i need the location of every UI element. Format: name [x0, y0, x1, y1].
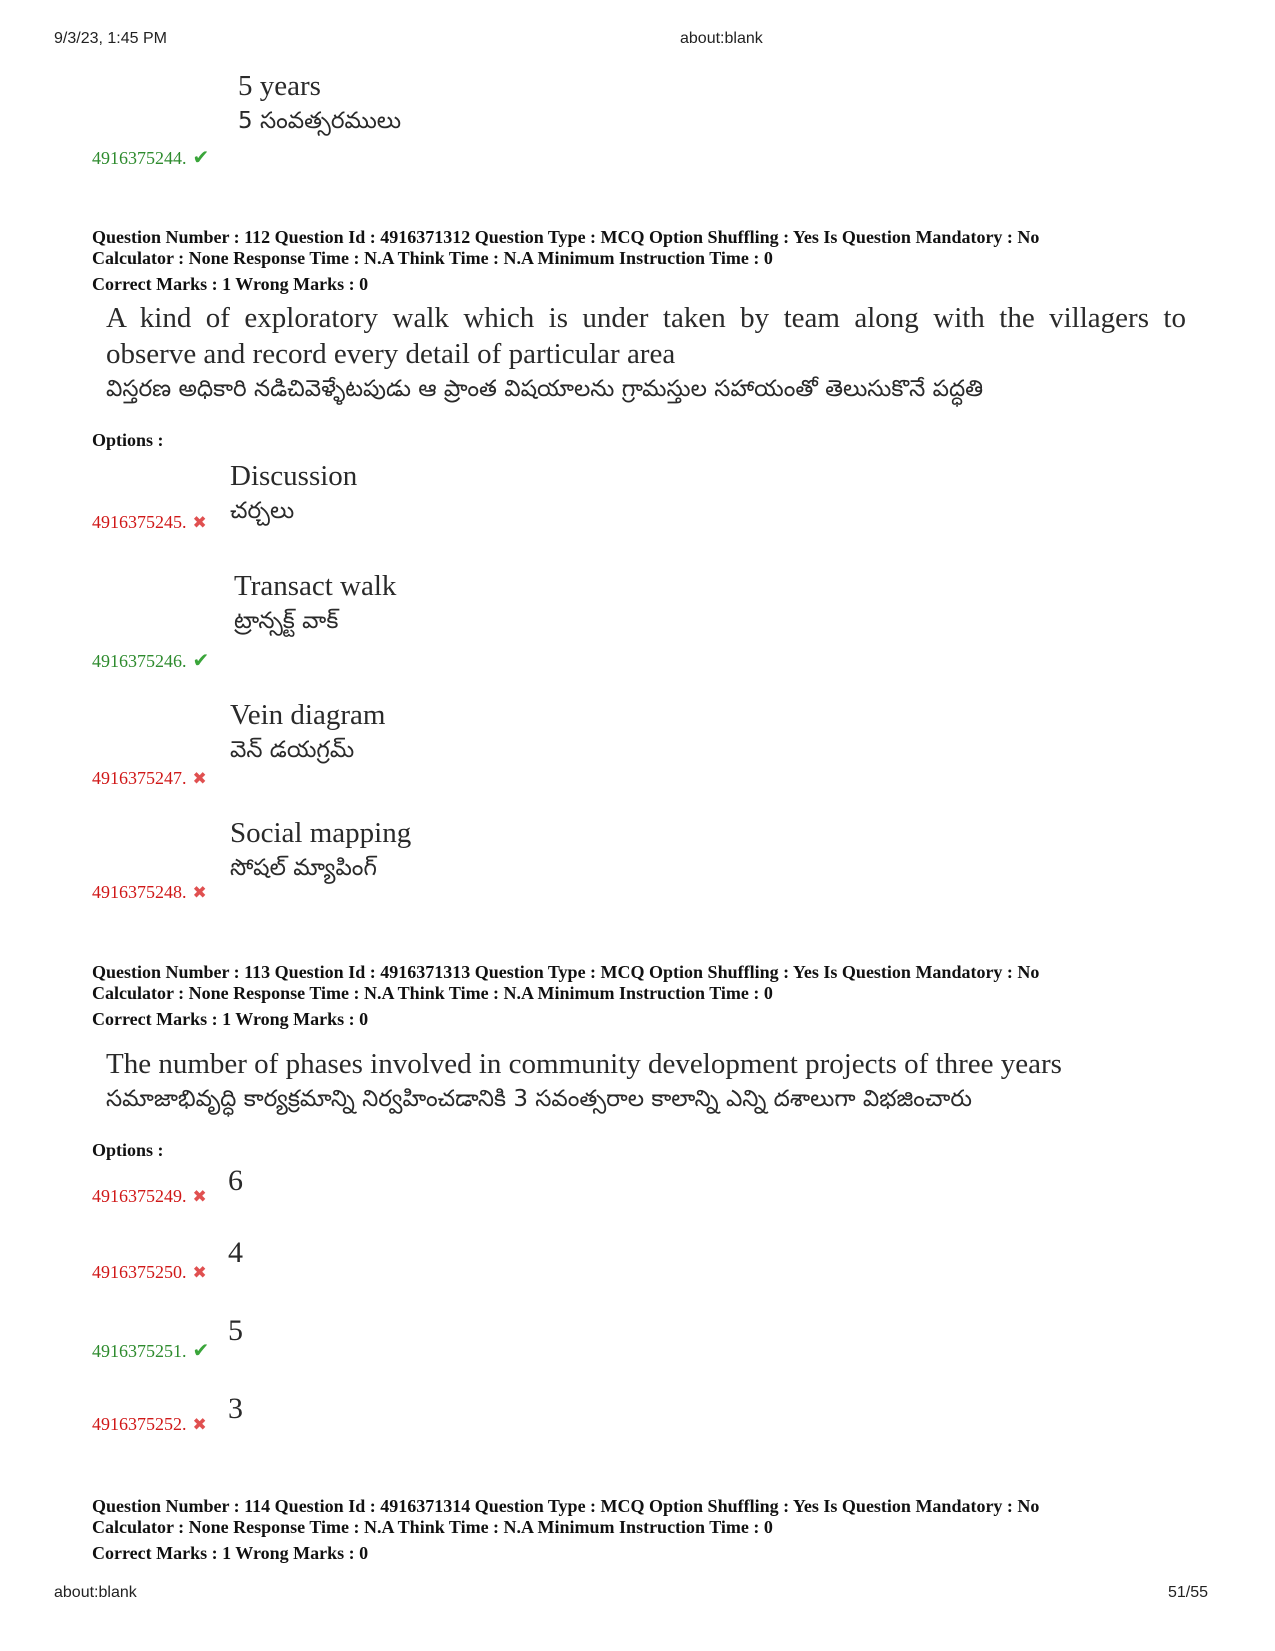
q114-meta-line1: Question Number : 114 Question Id : 4916371314 Question Type : MCQ Option Shuffling : Yes Is Question Mandatory : No	[92, 1496, 1040, 1516]
q112-options-label: Options :	[92, 430, 164, 450]
footer-url: about:blank	[54, 1584, 137, 1601]
prev-option-en: 5 years	[238, 70, 321, 102]
q113-meta	[92, 962, 1039, 1030]
q112-option-2-id: 4916375246. ✔	[92, 650, 210, 672]
q113-meta-line2: Calculator : None Response Time : N.A Think Time : N.A Minimum Instruction Time : 0	[92, 983, 773, 1003]
q113-question	[106, 1046, 1186, 1116]
q112-option-1-id: 4916375245. ✖	[92, 512, 207, 532]
q112-option-3-id: 4916375247. ✖	[92, 768, 207, 788]
cross-icon: ✖	[192, 1187, 207, 1206]
q112-question	[106, 300, 1186, 406]
q112-option-1-text: Discussion చర్చలు	[230, 460, 358, 524]
check-icon: ✔	[192, 650, 210, 672]
q112-meta	[92, 227, 1039, 295]
q113-option-2-value: 4	[228, 1236, 243, 1269]
q113-option-1-id: 4916375249. ✖	[92, 1186, 207, 1206]
q113-option-3-id: 4916375251. ✔	[92, 1340, 210, 1362]
q112-meta-line2: Calculator : None Response Time : N.A Think Time : N.A Minimum Instruction Time : 0	[92, 248, 773, 268]
check-icon: ✔	[192, 1340, 210, 1362]
q112-marks: Correct Marks : 1 Wrong Marks : 0	[92, 274, 369, 294]
prev-option-text	[238, 68, 401, 138]
q113-options-label: Options :	[92, 1140, 164, 1160]
check-icon: ✔	[192, 147, 210, 169]
prev-option-id: 4916375244. ✔	[92, 147, 210, 169]
q113-question-te: సమాజాభివృద్ధి కార్యక్రమాన్ని నిర్వహించడానికి 3 సవంత్సరాల కాలాన్ని ఎన్ని దశాలుగా విభజించారు	[106, 1086, 972, 1112]
q114-meta-line2: Calculator : None Response Time : N.A Think Time : N.A Minimum Instruction Time : 0	[92, 1517, 773, 1537]
cross-icon: ✖	[192, 1263, 207, 1282]
q113-option-1-value: 6	[228, 1164, 243, 1197]
q112-question-en-line2: observe and record every detail of particular area	[106, 338, 676, 370]
q113-option-4-id: 4916375252. ✖	[92, 1414, 207, 1434]
q112-question-en-line1: A kind of exploratory walk which is under taken by team along with the villagers to	[106, 302, 1186, 334]
q112-option-2-text: Transact walk ట్రాన్సక్ట్ వాక్	[234, 570, 397, 634]
print-datetime: 9/3/23, 1:45 PM	[54, 30, 167, 47]
q113-option-4-value: 3	[228, 1392, 243, 1425]
q112-meta-line1: Question Number : 112 Question Id : 4916371312 Question Type : MCQ Option Shuffling : Yes Is Question Mandatory : No	[92, 227, 1040, 247]
q112-question-te: విస్తరణ అధికారి నడిచివెళ్ళేటపుడు ఆ ప్రాంత విషయాలను గ్రామస్తుల సహాయంతో తెలుసుకొనే పద్ధతి	[106, 376, 984, 402]
footer-page-number: 51/55	[1168, 1584, 1209, 1601]
q113-meta-line1: Question Number : 113 Question Id : 4916371313 Question Type : MCQ Option Shuffling : Yes Is Question Mandatory : No	[92, 962, 1040, 982]
q112-option-3-text: Vein diagram వెన్ డయగ్రమ్	[230, 699, 386, 763]
prev-option-te: 5 సంవత్సరములు	[238, 108, 402, 134]
cross-icon: ✖	[192, 883, 207, 902]
cross-icon: ✖	[192, 769, 207, 788]
q112-option-4-id: 4916375248. ✖	[92, 882, 207, 902]
q113-option-2-id: 4916375250. ✖	[92, 1262, 207, 1282]
q114-meta	[92, 1496, 1039, 1564]
q113-option-3-value: 5	[228, 1314, 243, 1347]
cross-icon: ✖	[192, 513, 207, 532]
print-url: about:blank	[680, 30, 763, 47]
cross-icon: ✖	[192, 1415, 207, 1434]
q114-marks: Correct Marks : 1 Wrong Marks : 0	[92, 1543, 369, 1563]
q113-question-en: The number of phases involved in community development projects of three years	[106, 1048, 1062, 1080]
q112-option-4-text: Social mapping సోషల్ మ్యాపింగ్	[230, 817, 412, 881]
q113-marks: Correct Marks : 1 Wrong Marks : 0	[92, 1009, 369, 1029]
